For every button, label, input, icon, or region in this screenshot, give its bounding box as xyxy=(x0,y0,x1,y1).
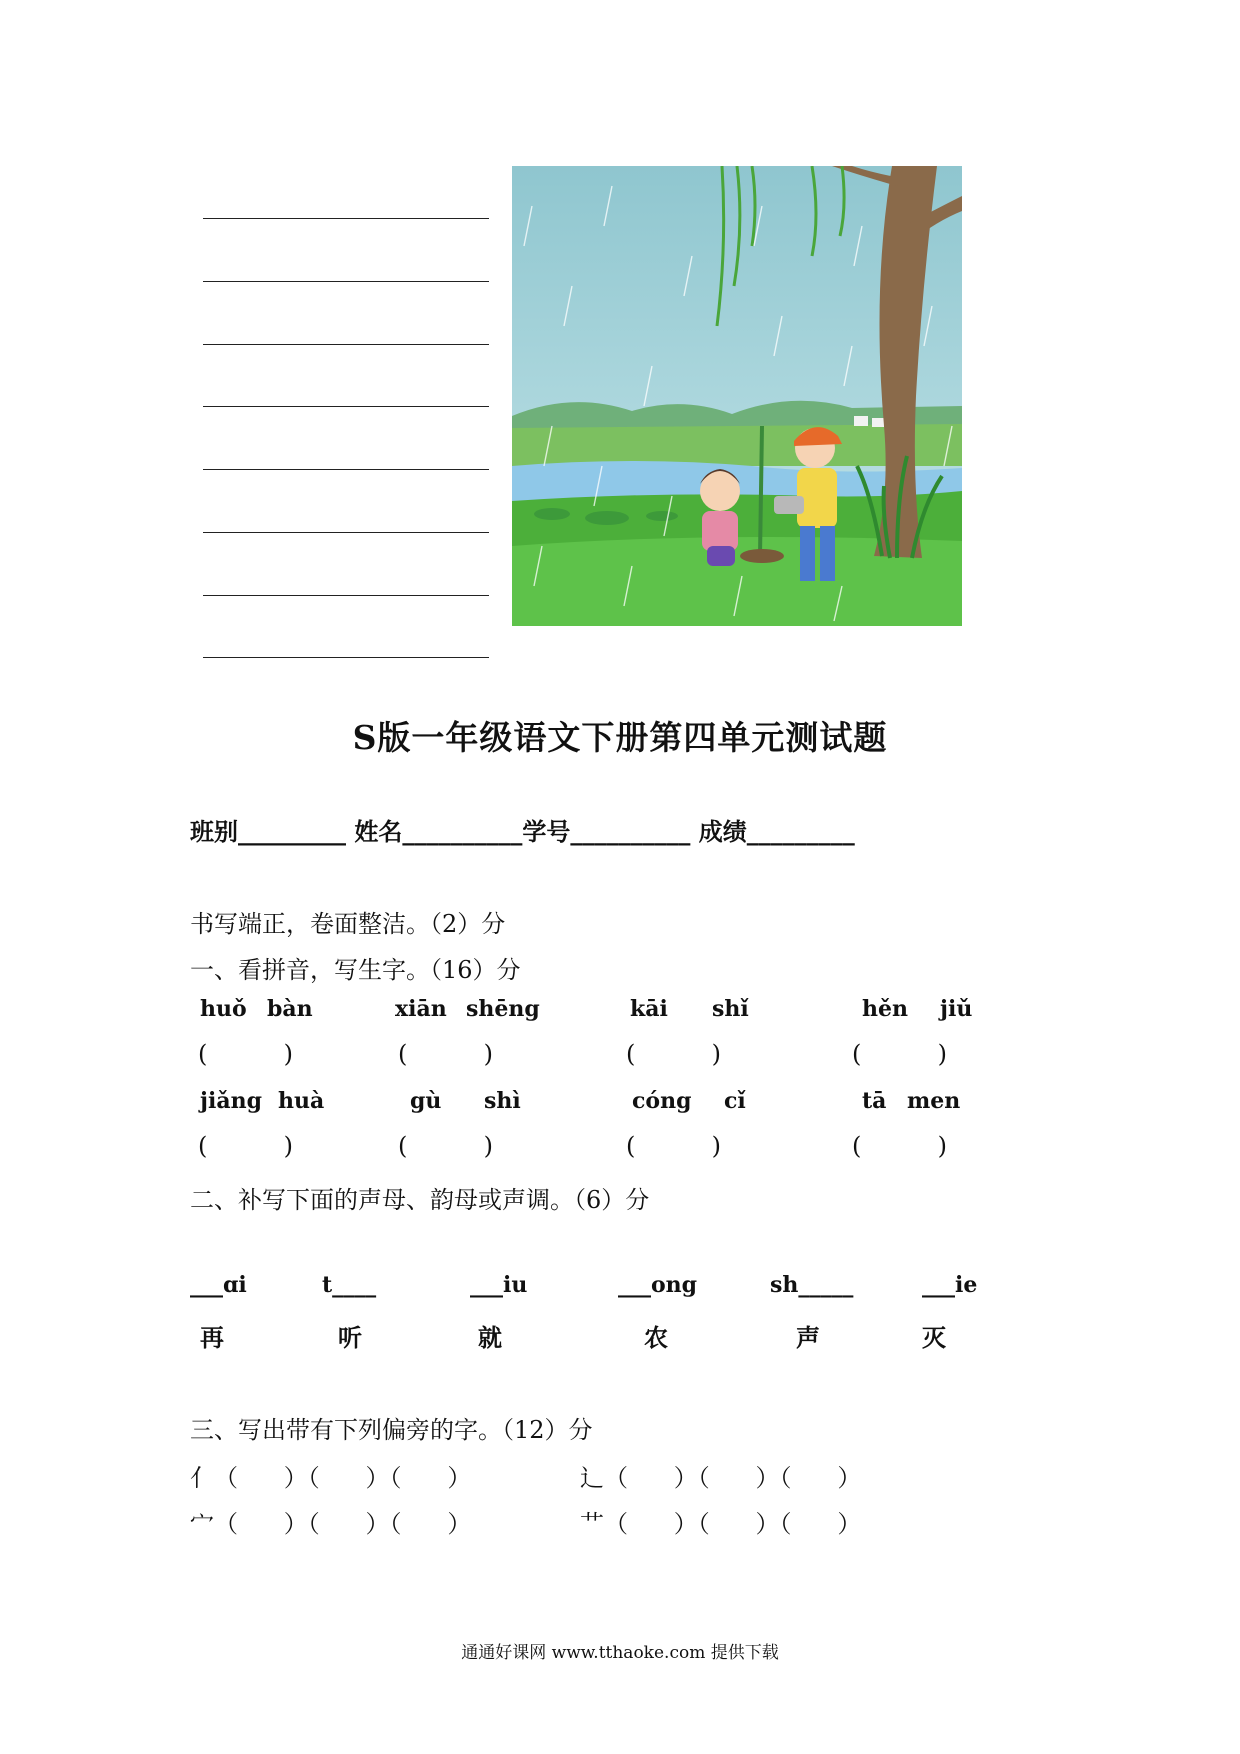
section2-heading: 二、补写下面的声母、韵母或声调。（6）分 xyxy=(190,1186,650,1214)
pinyin: cóng xyxy=(632,1088,692,1114)
phonetic-blank[interactable]: ___ɑi xyxy=(190,1272,247,1298)
phonetic-blank[interactable]: ___iu xyxy=(470,1272,528,1298)
pinyin: gù xyxy=(410,1088,442,1114)
phonetic-blank[interactable]: t____ xyxy=(322,1272,377,1298)
writing-line[interactable] xyxy=(203,218,489,219)
writing-line[interactable] xyxy=(203,532,489,533)
writing-line[interactable] xyxy=(203,469,489,470)
writing-line[interactable] xyxy=(203,344,489,345)
pinyin: kāi xyxy=(630,996,668,1022)
rain-tree-planting-illustration xyxy=(512,166,962,626)
character: 灭 xyxy=(922,1323,946,1352)
answer-parentheses[interactable]: ( ) xyxy=(398,1132,494,1160)
answer-parentheses[interactable]: ( ) xyxy=(852,1040,948,1068)
answer-parentheses[interactable]: ( ) xyxy=(198,1040,294,1068)
writing-line[interactable] xyxy=(203,657,489,658)
pinyin: huà xyxy=(278,1088,325,1114)
answer-parentheses[interactable]: ( ) xyxy=(626,1040,722,1068)
answer-parentheses[interactable]: ( ) xyxy=(626,1132,722,1160)
pinyin: xiān xyxy=(395,996,447,1022)
pinyin: huǒ xyxy=(200,996,247,1022)
answer-parentheses[interactable]: ( ) xyxy=(198,1132,294,1160)
writing-line[interactable] xyxy=(203,595,489,596)
footer-credit: 通通好课网 www.tthaoke.com 提供下载 xyxy=(461,1643,779,1663)
pinyin: shǐ xyxy=(712,996,749,1022)
character: 声 xyxy=(796,1323,820,1352)
answer-parentheses[interactable]: ( ) xyxy=(398,1040,494,1068)
character: 农 xyxy=(644,1323,668,1352)
pinyin: tā xyxy=(862,1088,887,1114)
pinyin: shì xyxy=(484,1088,521,1114)
pinyin: jiǎng xyxy=(200,1088,262,1114)
pinyin: jiǔ xyxy=(940,996,973,1022)
pinyin: hěn xyxy=(862,996,908,1022)
pinyin: cǐ xyxy=(724,1088,746,1114)
section3-heading: 三、写出带有下列偏旁的字。（12）分 xyxy=(190,1416,593,1444)
pinyin: men xyxy=(907,1088,961,1114)
radical-row[interactable]: 宀（ ）（ ）（ ） xyxy=(190,1510,472,1538)
student-info-line[interactable]: 班别_________ 姓名__________学号__________ 成绩_________ xyxy=(190,817,855,846)
pinyin: shēng xyxy=(466,996,540,1022)
phonetic-blank[interactable]: sh_____ xyxy=(770,1272,854,1298)
writing-line[interactable] xyxy=(203,406,489,407)
radical-row[interactable]: 辶（ ）（ ）（ ） xyxy=(580,1464,862,1492)
pinyin: bàn xyxy=(267,996,313,1022)
character: 再 xyxy=(200,1323,224,1352)
character: 听 xyxy=(338,1323,362,1352)
character: 就 xyxy=(478,1323,502,1352)
section1-heading: 一、看拼音，写生字。（16）分 xyxy=(190,956,521,984)
answer-parentheses[interactable]: ( ) xyxy=(852,1132,948,1160)
radical-row[interactable]: 艹（ ）（ ）（ ） xyxy=(580,1510,862,1538)
writing-line[interactable] xyxy=(203,281,489,282)
intro-instruction: 书写端正，卷面整洁。（2）分 xyxy=(190,910,506,938)
page-title: S版一年级语文下册第四单元测试题 xyxy=(352,718,888,757)
radical-row[interactable]: 亻（ ）（ ）（ ） xyxy=(190,1464,472,1492)
phonetic-blank[interactable]: ___ie xyxy=(922,1272,978,1298)
phonetic-blank[interactable]: ___ong xyxy=(618,1272,698,1298)
